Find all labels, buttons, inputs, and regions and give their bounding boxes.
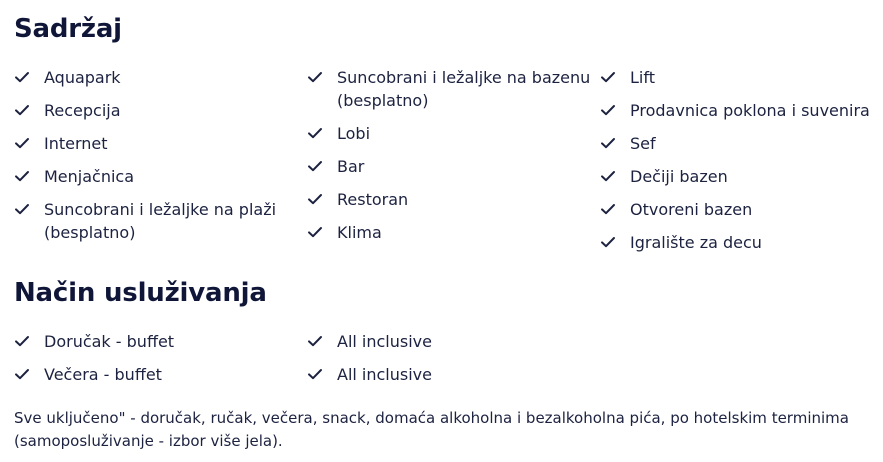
- list-item: [600, 66, 883, 89]
- list-item: [307, 122, 607, 145]
- list-item: [307, 155, 607, 178]
- amenities-column-2: [307, 66, 607, 254]
- list-item: [600, 198, 883, 221]
- check-icon: [600, 201, 616, 217]
- list-item-label: Menjačnica: [44, 167, 135, 186]
- list-item-label: Doručak - buffet: [44, 332, 175, 351]
- check-icon: [14, 135, 30, 151]
- list-item: [307, 221, 607, 244]
- list-item-label: Internet: [44, 134, 108, 153]
- check-icon: [600, 168, 616, 184]
- check-icon: [600, 234, 616, 250]
- check-icon: [307, 366, 323, 382]
- list-item: [600, 132, 883, 155]
- list-item: [307, 66, 607, 112]
- list-item-label: All inclusive: [337, 365, 432, 384]
- check-icon: [307, 333, 323, 349]
- check-icon: [307, 224, 323, 240]
- list-item-label: Lobi: [337, 124, 371, 143]
- list-item-label: Aquapark: [44, 68, 121, 87]
- list-item: [307, 363, 607, 386]
- amenities-heading: Sadržaj: [14, 14, 122, 44]
- list-item-label: Bar: [337, 157, 365, 176]
- list-item-label: Suncobrani i ležaljke na plaži (besplatno): [44, 200, 277, 242]
- list-item-label: Restoran: [337, 190, 409, 209]
- list-item-label: Igralište za decu: [630, 233, 762, 252]
- list-item-label: All inclusive: [337, 332, 432, 351]
- check-icon: [14, 366, 30, 382]
- list-item-label: Sef: [630, 134, 656, 153]
- check-icon: [14, 69, 30, 85]
- list-item: [14, 66, 314, 89]
- list-item-label: Večera - buffet: [44, 365, 162, 384]
- list-item-label: Lift: [630, 68, 655, 87]
- list-item: [14, 165, 314, 188]
- list-item: [14, 198, 314, 244]
- list-item-label: Recepcija: [44, 101, 121, 120]
- service-note: Sve uključeno" - doručak, ručak, večera, snack, domaća alkoholna i bezalkoholna pića, po hotelskim terminima (samoposluživanje - izbor više jela).: [14, 409, 849, 450]
- check-icon: [307, 69, 323, 85]
- check-icon: [307, 158, 323, 174]
- list-item-label: Prodavnica poklona i suvenira: [630, 101, 870, 120]
- list-item: [14, 132, 314, 155]
- check-icon: [600, 135, 616, 151]
- list-item: [14, 330, 314, 353]
- service-heading: Način usluživanja: [14, 278, 267, 308]
- check-icon: [14, 168, 30, 184]
- list-item: [307, 330, 607, 353]
- list-item-label: Dečiji bazen: [630, 167, 728, 186]
- check-icon: [14, 201, 30, 217]
- check-icon: [600, 69, 616, 85]
- check-icon: [14, 333, 30, 349]
- check-icon: [14, 102, 30, 118]
- list-item: [600, 99, 883, 122]
- service-column-1: [14, 330, 314, 396]
- list-item: [307, 188, 607, 211]
- list-item: [600, 231, 883, 254]
- list-item-label: Suncobrani i ležaljke na bazenu (besplatno): [337, 68, 591, 110]
- list-item: [600, 165, 883, 188]
- list-item: [14, 363, 314, 386]
- list-item: [14, 99, 314, 122]
- service-column-2: [307, 330, 607, 396]
- check-icon: [307, 191, 323, 207]
- amenities-column-1: [14, 66, 314, 254]
- list-item-label: Klima: [337, 223, 382, 242]
- check-icon: [600, 102, 616, 118]
- list-item-label: Otvoreni bazen: [630, 200, 753, 219]
- check-icon: [307, 125, 323, 141]
- amenities-column-3: [600, 66, 883, 264]
